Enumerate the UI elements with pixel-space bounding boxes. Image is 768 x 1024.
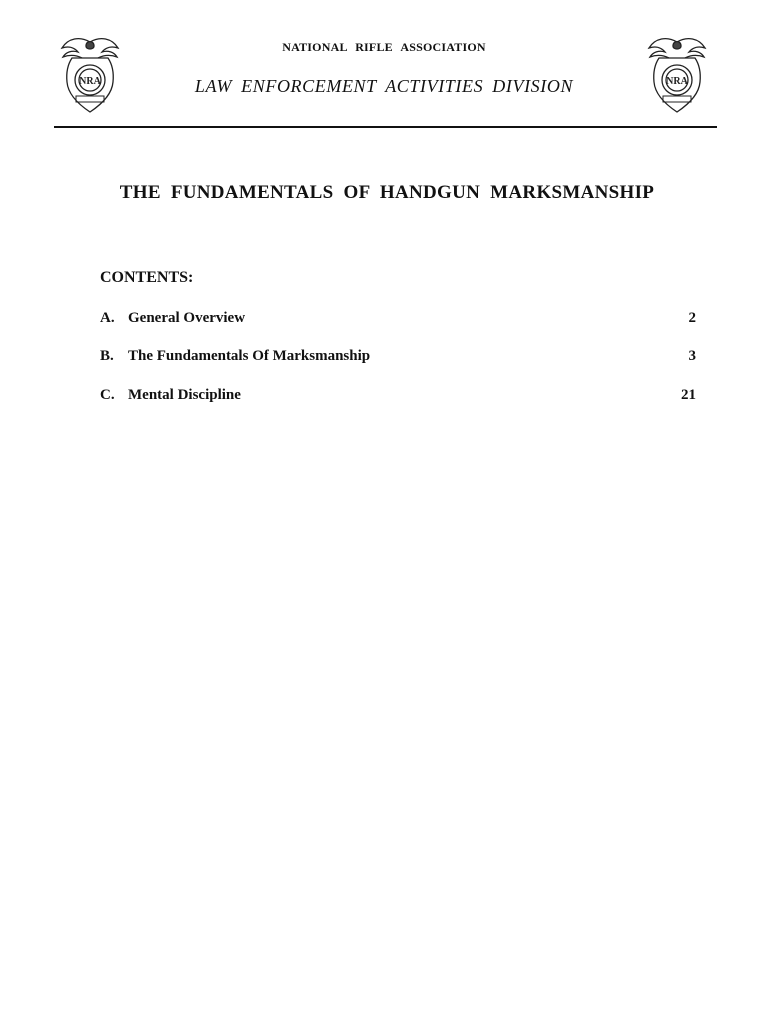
toc-item-page: 3 — [688, 348, 696, 364]
toc-item-label: Mental Discipline — [128, 387, 241, 403]
toc-item-letter: C. — [100, 387, 115, 403]
organization-name: NATIONAL RIFLE ASSOCIATION — [282, 40, 486, 54]
contents-heading: CONTENTS: — [100, 269, 194, 286]
toc-item-mental-discipline — [100, 387, 696, 407]
toc-item-label: The Fundamentals Of Marksmanship — [128, 348, 371, 364]
toc-item-fundamentals — [100, 348, 696, 368]
header-divider — [54, 126, 717, 128]
svg-text:NRA: NRA — [79, 76, 101, 87]
document-title: THE FUNDAMENTALS OF HANDGUN MARKSMANSHIP — [119, 182, 655, 203]
toc-item-letter: B. — [100, 348, 114, 364]
division-name: LAW ENFORCEMENT ACTIVITIES DIVISION — [194, 76, 574, 96]
toc-item-general-overview — [100, 310, 696, 330]
toc-item-page: 2 — [688, 310, 696, 326]
toc-item-label: General Overview — [128, 310, 246, 326]
toc-item-page: 21 — [681, 387, 696, 403]
svg-text:NRA: NRA — [666, 76, 688, 87]
toc-item-letter: A. — [100, 310, 115, 326]
